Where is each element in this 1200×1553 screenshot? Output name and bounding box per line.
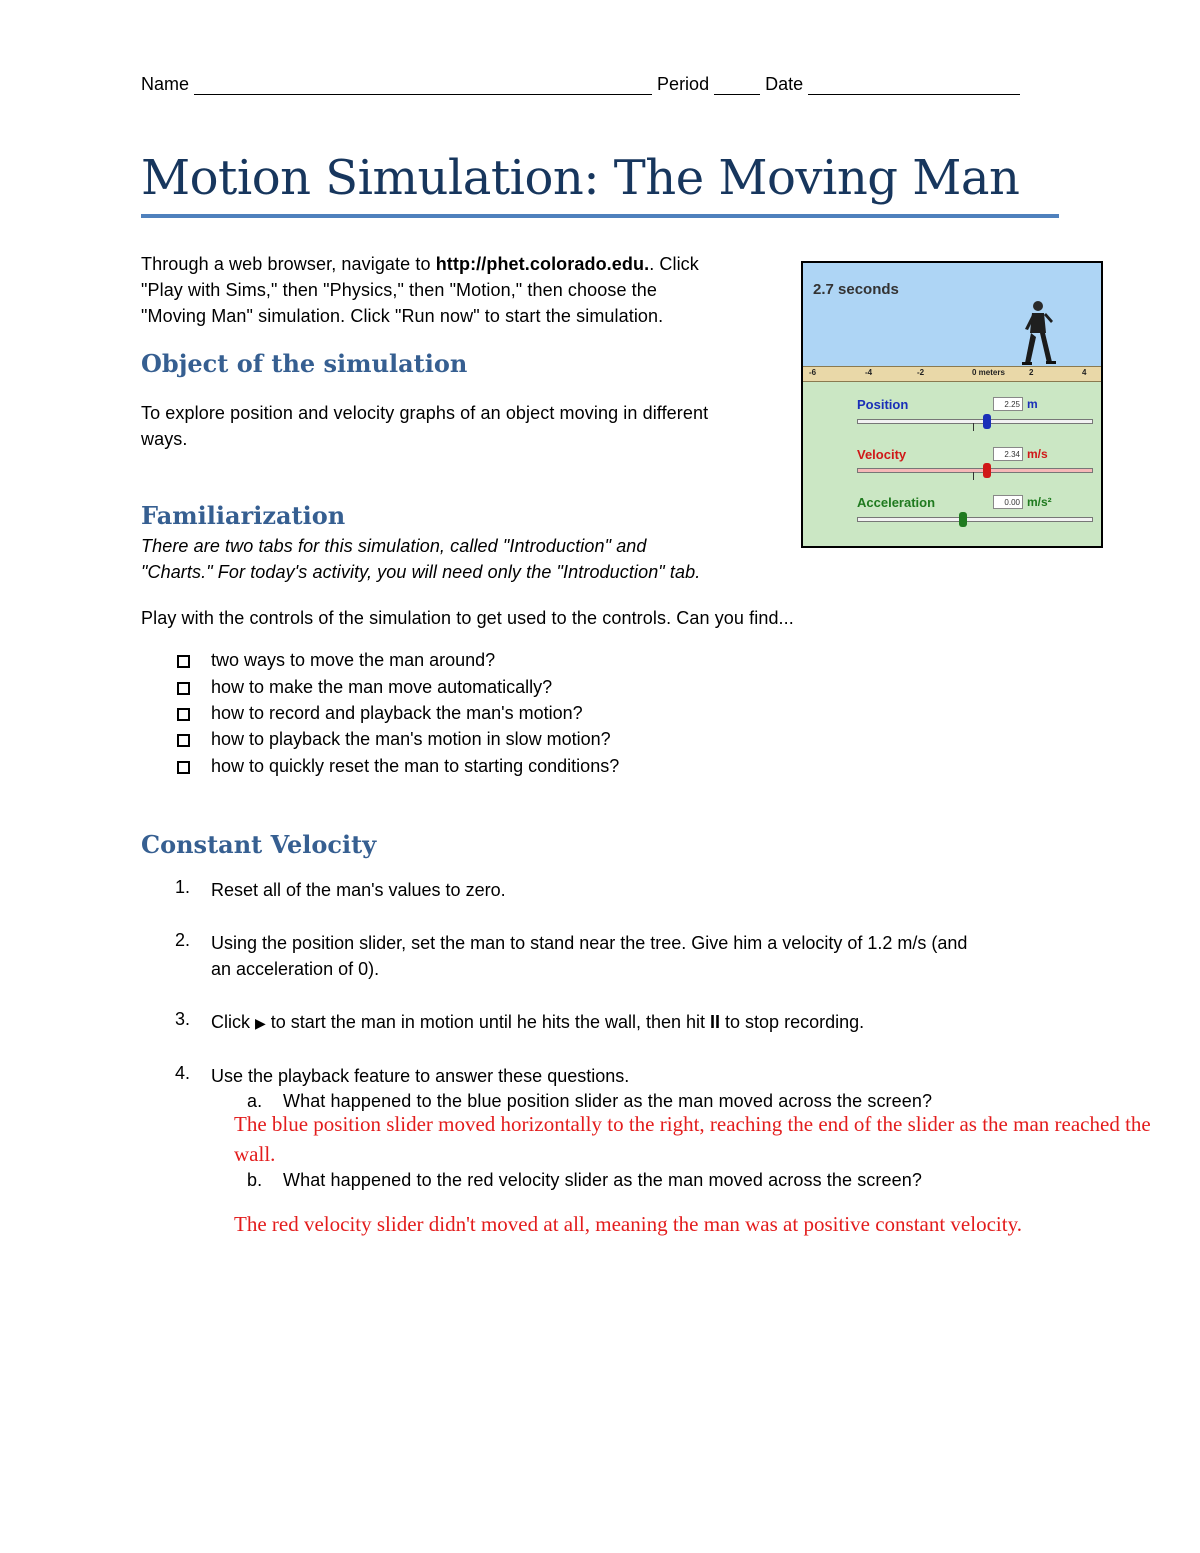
ruler-label: 2 — [1029, 368, 1034, 377]
sim-position-unit: m — [1027, 397, 1038, 411]
step-1-text: Reset all of the man's values to zero. — [211, 880, 506, 900]
date-blank[interactable] — [808, 76, 1020, 95]
title-rule — [141, 214, 1059, 218]
ruler-label: 4 — [1082, 368, 1087, 377]
question-b-label: b. — [247, 1170, 263, 1190]
date-label: Date — [765, 74, 804, 94]
period-label: Period — [657, 74, 710, 94]
sim-sky — [803, 263, 1101, 366]
play-icon: ▶ — [255, 1015, 266, 1031]
sim-acceleration-track[interactable] — [857, 517, 1093, 522]
answer-a-line-1: The blue position slider moved horizontally to the right, reaching the end of the slider as the man reached the — [234, 1112, 1151, 1136]
sim-zero-tick — [973, 472, 974, 480]
moving-man-figure-icon — [1019, 299, 1057, 367]
object-heading: Object of the simulation — [141, 349, 468, 378]
question-a: What happened to the blue position slider as the man moved across the screen? — [283, 1091, 933, 1111]
step-3-text: Click ▶ to start the man in motion until he hits the wall, then hit II to stop recording. — [211, 1012, 865, 1032]
name-label: Name — [141, 74, 190, 94]
answer-a-line-2: wall. — [234, 1142, 276, 1166]
constant-velocity-heading: Constant Velocity — [141, 830, 377, 859]
ruler-label: -6 — [809, 368, 817, 377]
checkbox[interactable] — [177, 734, 190, 747]
ruler-label: -2 — [917, 368, 925, 377]
name-blank[interactable] — [194, 76, 652, 95]
sim-ruler — [803, 366, 1101, 382]
step-number: 1. — [175, 877, 191, 897]
checkbox[interactable] — [177, 708, 190, 721]
pause-icon: II — [710, 1012, 721, 1032]
step-number: 4. — [175, 1063, 191, 1083]
step-2-line-2: an acceleration of 0). — [211, 959, 380, 979]
ruler-label: -4 — [865, 368, 873, 377]
sim-position-label: Position — [857, 397, 909, 412]
header-line — [141, 74, 1020, 95]
checkbox[interactable] — [177, 682, 190, 695]
tabs-note-line-1: There are two tabs for this simulation, called "Introduction" and — [141, 536, 647, 556]
intro-text: Through a web browser, navigate to — [141, 254, 436, 274]
moving-man-simulation-figure — [801, 261, 1103, 548]
sim-velocity-label: Velocity — [857, 447, 907, 462]
step-2-line-1: Using the position slider, set the man to stand near the tree. Give him a velocity of 1.2 m/s (and — [211, 933, 968, 953]
question-a-label: a. — [247, 1091, 263, 1111]
sim-position-field[interactable]: 2.25 — [993, 397, 1023, 411]
intro-line-3: "Moving Man" simulation. Click "Run now" to start the simulation. — [141, 306, 664, 326]
intro-text-post: . Click — [649, 254, 699, 274]
sim-time: 2.7 seconds — [813, 281, 899, 298]
sim-acceleration-unit: m/s² — [1027, 495, 1052, 509]
object-line-2: ways. — [141, 429, 188, 449]
tabs-note-line-2: "Charts." For today's activity, you will need only the "Introduction" tab. — [141, 562, 701, 582]
question-b: What happened to the red velocity slider as the man moved across the screen? — [283, 1170, 922, 1190]
sim-velocity-thumb[interactable] — [983, 463, 991, 478]
object-line-1: To explore position and velocity graphs of an object moving in different — [141, 403, 709, 423]
page-title: Motion Simulation: The Moving Man — [141, 150, 1020, 206]
sim-zero-tick — [973, 423, 974, 431]
tabs-note — [141, 533, 781, 585]
ruler-label: 0 meters — [972, 368, 1005, 377]
sim-acceleration-thumb[interactable] — [959, 512, 967, 527]
step-number: 2. — [175, 930, 191, 950]
sim-acceleration-label: Acceleration — [857, 495, 936, 510]
familiarization-heading: Familiarization — [141, 501, 346, 530]
sim-velocity-track[interactable] — [857, 468, 1093, 473]
step-number: 3. — [175, 1009, 191, 1029]
object-paragraph — [141, 400, 781, 452]
checkbox[interactable] — [177, 761, 190, 774]
sim-velocity-field[interactable]: 2.34 — [993, 447, 1023, 461]
step-2-text — [211, 930, 1071, 982]
intro-paragraph: Through a web browser, navigate to http://phet.colorado.edu.. Click "Play with Sims," then "Physics," then "Motion," then choose the "Moving Man" simulation. Click "Run now" to start the simulation. — [141, 251, 781, 329]
intro-line-2: "Play with Sims," then "Physics," then "Motion," then choose the — [141, 280, 657, 300]
sim-acceleration-field[interactable]: 0.00 — [993, 495, 1023, 509]
answer-b: The red velocity slider didn't moved at all, meaning the man was at positive constant velocity. — [234, 1212, 1022, 1236]
sim-velocity-unit: m/s — [1027, 447, 1048, 461]
sim-position-thumb[interactable] — [983, 414, 991, 429]
period-blank[interactable] — [714, 76, 760, 95]
phet-link[interactable]: http://phet.colorado.edu — [435, 254, 645, 274]
step-4-text: Use the playback feature to answer these questions. — [211, 1066, 630, 1086]
checkbox[interactable] — [177, 655, 190, 668]
sim-position-track[interactable] — [857, 419, 1093, 424]
familiarization-prompt: Play with the controls of the simulation to get used to the controls. Can you find... — [141, 608, 794, 628]
